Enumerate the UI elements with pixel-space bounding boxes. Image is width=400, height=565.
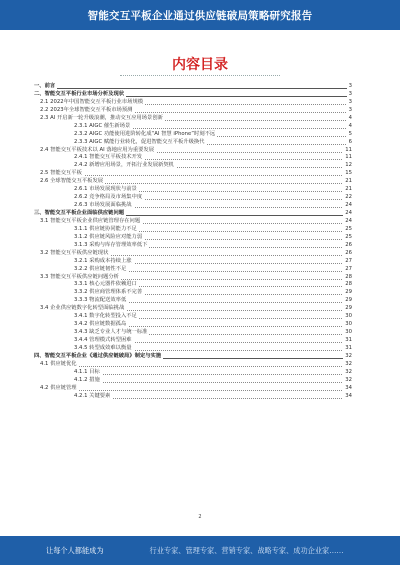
toc-entry-text: 3.3 智能交互平板供应链问题分析 [34,274,121,281]
toc-entry-page: 34 [345,392,352,399]
toc-entry[interactable] [34,258,352,266]
toc-entry-page: 31 [345,337,352,343]
toc-entry-page: 24 [345,210,352,216]
toc-entry-page: 15 [345,170,352,177]
toc-entry[interactable] [34,234,352,242]
toc-entry-page: 32 [345,368,352,375]
toc-entry-page: 30 [345,313,352,320]
toc-entry-page: 26 [345,249,352,256]
toc-entry-text: 二、智能交互平板行业市场分析及现状 [34,90,125,97]
toc-entry[interactable] [34,393,352,401]
toc-entry-page: 34 [345,384,352,391]
toc-entry[interactable] [34,361,352,369]
toc-entry-page: 32 [345,360,352,367]
toc-entry-text: 3.2.1 采购成本持续上涨 [34,258,134,265]
toc-entry-page: 21 [345,178,352,185]
toc-entry-page: 25 [345,233,352,240]
toc-entry[interactable] [34,305,352,313]
toc-entry[interactable] [34,131,352,139]
toc-dot-leader [34,88,352,89]
toc-entry[interactable] [34,313,352,321]
toc-entry-page: 27 [345,257,352,264]
toc-entry-text: 3.1.3 采购与库存管理效率低下 [34,242,149,249]
toc-entry[interactable] [34,123,352,131]
table-of-contents [34,83,352,401]
toc-entry-text: 4.1.2 措施 [34,377,102,384]
toc-entry-text: 2.2 2023年全球智能交互平板市场预测 [34,107,134,114]
toc-dot-leader [34,390,352,391]
toc-entry[interactable] [34,250,352,258]
toc-entry-text: 3.4.5 转型成效难以衡量 [34,345,134,352]
toc-entry-page: 4 [348,122,352,129]
toc-entry[interactable] [34,139,352,147]
toc-entry-page: 30 [345,329,352,336]
toc-entry-page: 12 [345,162,352,169]
toc-entry-text: 3.4.1 数字化转型投入不足 [34,313,139,320]
toc-entry[interactable] [34,321,352,329]
toc-entry-text: 2.4 智能交互平板技术以 AI 落地应用为重要发展 [34,147,156,154]
report-title: 智能交互平板企业通过供应链破局策略研究报告 [87,9,313,22]
toc-entry-text: 2.4.1 智能交互平板技术开发 [34,154,144,161]
toc-entry-page: 29 [345,289,352,296]
toc-entry-text: 3.1 智能交互平板企业供应链管理存在问题 [34,218,142,225]
toc-entry-page: 25 [345,225,352,232]
toc-entry[interactable] [34,99,352,107]
toc-entry-page: 24 [345,217,352,224]
toc-entry-text: 2.3.3 AIGC 赋能行业转化，促进智能交互平板升级换代 [34,139,206,146]
toc-entry-page: 3 [348,98,352,105]
toc-entry-text: 四、智能交互平板企业《通过供应链破局》制定与实施 [34,352,162,359]
toc-entry-text: 2.6.2 竞争格局及市场集中度 [34,194,144,201]
toc-entry-text: 3.2 智能交互平板供应链现状 [34,250,110,257]
toc-entry-page: 31 [345,344,352,351]
toc-entry-text: 2.4.2 新增应用场景，开拓行业发展新契机 [34,162,176,169]
toc-entry-text: 2.6 全球智能交互平板发展 [34,178,105,185]
toc-title: 内容目录 [172,57,228,73]
toc-entry-text: 2.5 智能交互平板 [34,170,84,177]
toc-entry[interactable] [34,194,352,202]
toc-entry-page: 4 [348,114,352,121]
toc-entry-page: 29 [345,305,352,312]
toc-entry-page: 5 [348,130,352,137]
toc-entry-text: 3.3.1 核心元器件依赖进口 [34,281,139,288]
toc-entry[interactable] [34,186,352,194]
toc-entry-page: 32 [345,352,352,359]
toc-entry-text: 3.4 企业供应链数字化转型面临挑战 [34,305,126,312]
toc-entry-text: 一、前言 [34,83,56,89]
footer-slogan: 让每个人都能成为 [46,545,104,555]
toc-entry[interactable] [34,210,352,218]
toc-entry[interactable] [34,345,352,353]
toc-entry-page: 3 [348,83,352,89]
toc-entry-page: 30 [345,321,352,328]
toc-entry[interactable] [34,329,352,337]
toc-entry-page: 24 [345,202,352,209]
toc-title-underline [120,75,280,76]
footer-expert-list: 行业专家、管理专家、营销专家、战略专家、成功企业家…… [149,545,344,555]
toc-entry-text: 2.1 2022年中国智能交互平板行业市场规模 [34,99,145,106]
toc-entry-page: 6 [348,138,352,145]
toc-entry-text: 3.4.2 供应链数据孤岛 [34,321,128,328]
toc-entry[interactable] [34,107,352,115]
toc-entry-page: 11 [345,146,352,153]
toc-entry-page: 11 [345,154,352,161]
toc-entry-page: 27 [345,265,352,272]
toc-entry-text: 3.4.3 缺乏专业人才与统一标准 [34,329,149,336]
toc-entry-page: 21 [345,186,352,193]
toc-entry[interactable] [34,83,352,91]
toc-entry-text: 4.2 供应链管理 [34,385,79,392]
footer-bar [0,536,400,565]
toc-entry-text: 4.1 供应链优化 [34,361,79,368]
toc-entry-page: 22 [345,194,352,201]
toc-entry-text: 三、智能交互平板企业面临供应链问题 [34,210,125,216]
toc-entry[interactable] [34,226,352,234]
page-number: 2 [198,514,202,520]
toc-entry-page: 29 [345,297,352,304]
toc-entry-text: 3.1.2 供应链风险应对能力弱 [34,234,144,241]
toc-entry-text: 2.6.3 市场发展面临挑战 [34,202,134,209]
toc-entry[interactable] [34,202,352,210]
toc-entry-text: 3.3.2 供应商管理体系不完善 [34,289,144,296]
toc-entry-text: 4.2.1 关键要素 [34,393,112,400]
toc-entry-text: 2.6.1 市场发展现状与前景 [34,186,139,193]
toc-entry[interactable] [34,178,352,186]
toc-entry-page: 28 [345,273,352,280]
toc-entry-text: 4.1.1 目标 [34,369,102,376]
toc-entry[interactable] [34,242,352,250]
toc-entry-page: 32 [345,376,352,383]
toc-entry[interactable] [34,377,352,385]
toc-entry-page: 3 [348,90,352,97]
toc-entry-page: 3 [348,106,352,113]
toc-entry[interactable] [34,266,352,274]
report-header-bar [0,0,400,30]
toc-entry-text: 3.2.2 供应链韧性不足 [34,266,128,273]
toc-entry[interactable] [34,353,352,361]
toc-entry[interactable] [34,385,352,393]
toc-entry[interactable] [34,337,352,345]
toc-entry[interactable] [34,115,352,123]
toc-entry[interactable] [34,218,352,226]
toc-dot-leader [34,366,352,367]
toc-entry-text: 2.3 AI 开启新一轮升级浪潮，推动交互应用场景创新 [34,115,165,122]
toc-entry-text: 2.3.2 AIGC 功能使用进阶转化成“AI 智慧 iPhone”时刻不远 [34,131,217,138]
toc-entry-text: 2.3.1 AIGC 催生新场景 [34,123,132,130]
toc-entry-page: 26 [345,241,352,248]
toc-entry[interactable] [34,369,352,377]
toc-entry-text: 3.1.1 供应链协同能力不足 [34,226,139,233]
toc-entry-text: 3.4.4 管理模式转型困难 [34,337,134,344]
toc-entry[interactable] [34,91,352,99]
toc-entry-page: 28 [345,281,352,288]
toc-entry-text: 3.3.3 物流配送效率低 [34,297,128,304]
